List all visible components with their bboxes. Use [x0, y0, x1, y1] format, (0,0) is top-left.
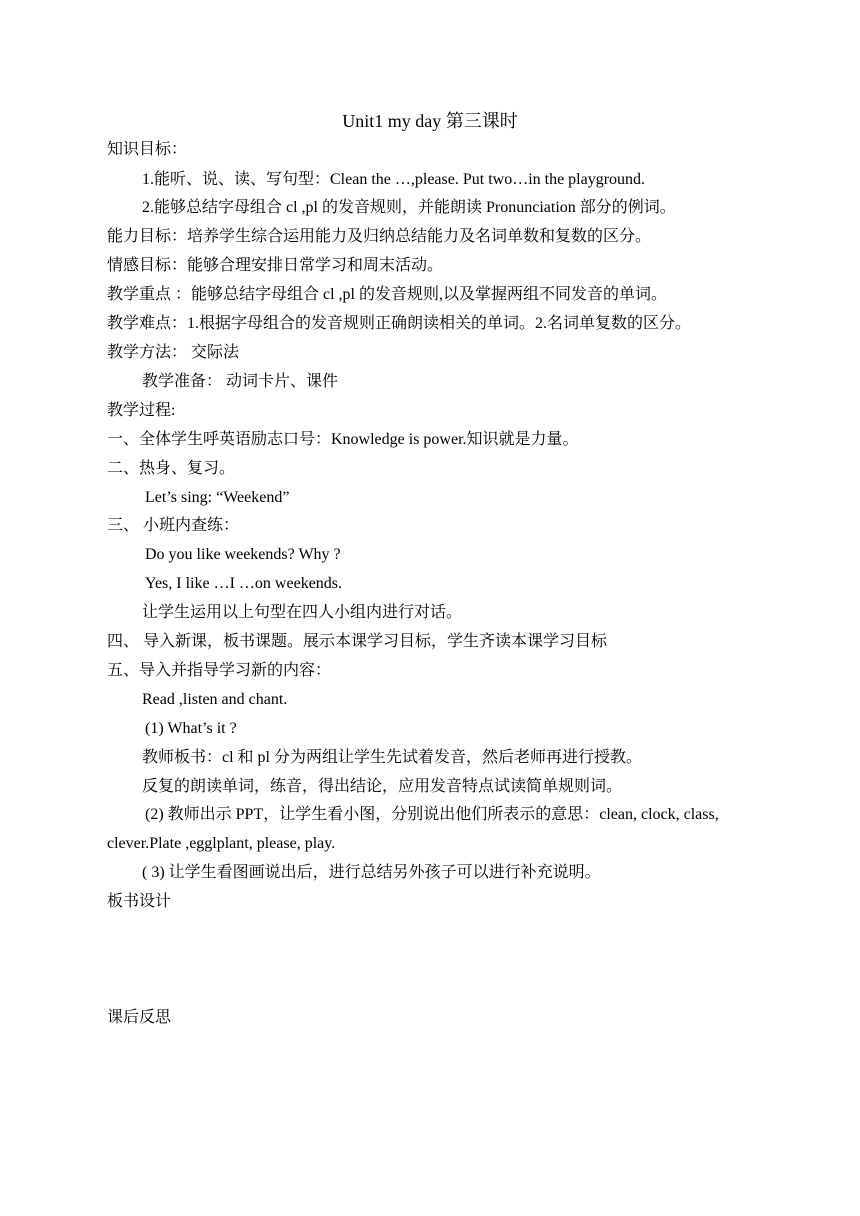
step-3-answer: Yes, I like …I …on weekends.: [145, 575, 343, 592]
knowledge-goal-2: 2.能够总结字母组合 cl ,pl 的发音规则，并能朗读 Pronunciation 部分的例词。: [142, 199, 676, 216]
board-design-heading: 板书设计: [107, 893, 172, 910]
teaching-difficulty: 教学难点：1.根据字母组合的发音规则正确朗读相关的单词。2.名词单复数的区分。: [107, 315, 692, 332]
emotion-goal: 情感目标：能够合理安排日常学习和周末活动。: [107, 257, 444, 274]
step-5-item-3: ( 3) 让学生看图画说出后，进行总结另外孩子可以进行补充说明。: [142, 864, 601, 881]
knowledge-goals-heading: 知识目标：: [107, 141, 188, 158]
teaching-preparation: 教学准备： 动词卡片、课件: [142, 373, 339, 390]
step-5-item-2: (2) 教师出示 PPT，让学生看小图，分别说出他们所表示的意思：clean, clock, class, clever.Plate ,egglplant, please, play.: [107, 806, 719, 852]
step-3: 三、 小班内查练：: [107, 517, 240, 534]
step-4: 四、 导入新课，板书课题。展示本课学习目标，学生齐读本课学习目标: [107, 633, 608, 650]
ability-goal: 能力目标：培养学生综合运用能力及归纳总结能力及名词单数和复数的区分。: [107, 228, 652, 245]
step-5-activity: Read ,listen and chant.: [142, 691, 288, 708]
step-1: 一、全体学生呼英语励志口号：Knowledge is power.知识就是力量。: [107, 431, 579, 448]
reflection-heading: 课后反思: [107, 1009, 172, 1026]
teaching-method: 教学方法： 交际法: [107, 344, 240, 361]
document-title: Unit1 my day 第三课时: [342, 111, 518, 131]
step-5-blackboard: 教师板书：cl 和 pl 分为两组让学生先试着发音，然后老师再进行授教。: [142, 749, 642, 766]
step-3-dialogue: 让学生运用以上句型在四人小组内进行对话。: [142, 604, 463, 621]
step-5-practice: 反复的朗读单词，练音，得出结论，应用发音特点试读简单规则词。: [142, 778, 623, 795]
step-2: 二、热身、复习。: [107, 460, 236, 477]
step-3-question: Do you like weekends? Why ?: [145, 546, 341, 563]
step-5-item-1: (1) What’s it ?: [145, 720, 237, 737]
knowledge-goal-1: 1.能听、说、读、写句型：Clean the …,please. Put two…in the playground.: [142, 171, 646, 188]
teaching-focus: 教学重点 ：能够总结字母组合 cl ,pl 的发音规则,以及掌握两组不同发音的单词。: [107, 286, 667, 303]
step-2-song: Let’s sing: “Weekend”: [145, 489, 290, 506]
teaching-process-heading: 教学过程:: [107, 402, 176, 419]
step-5: 五、导入并指导学习新的内容：: [107, 662, 332, 679]
